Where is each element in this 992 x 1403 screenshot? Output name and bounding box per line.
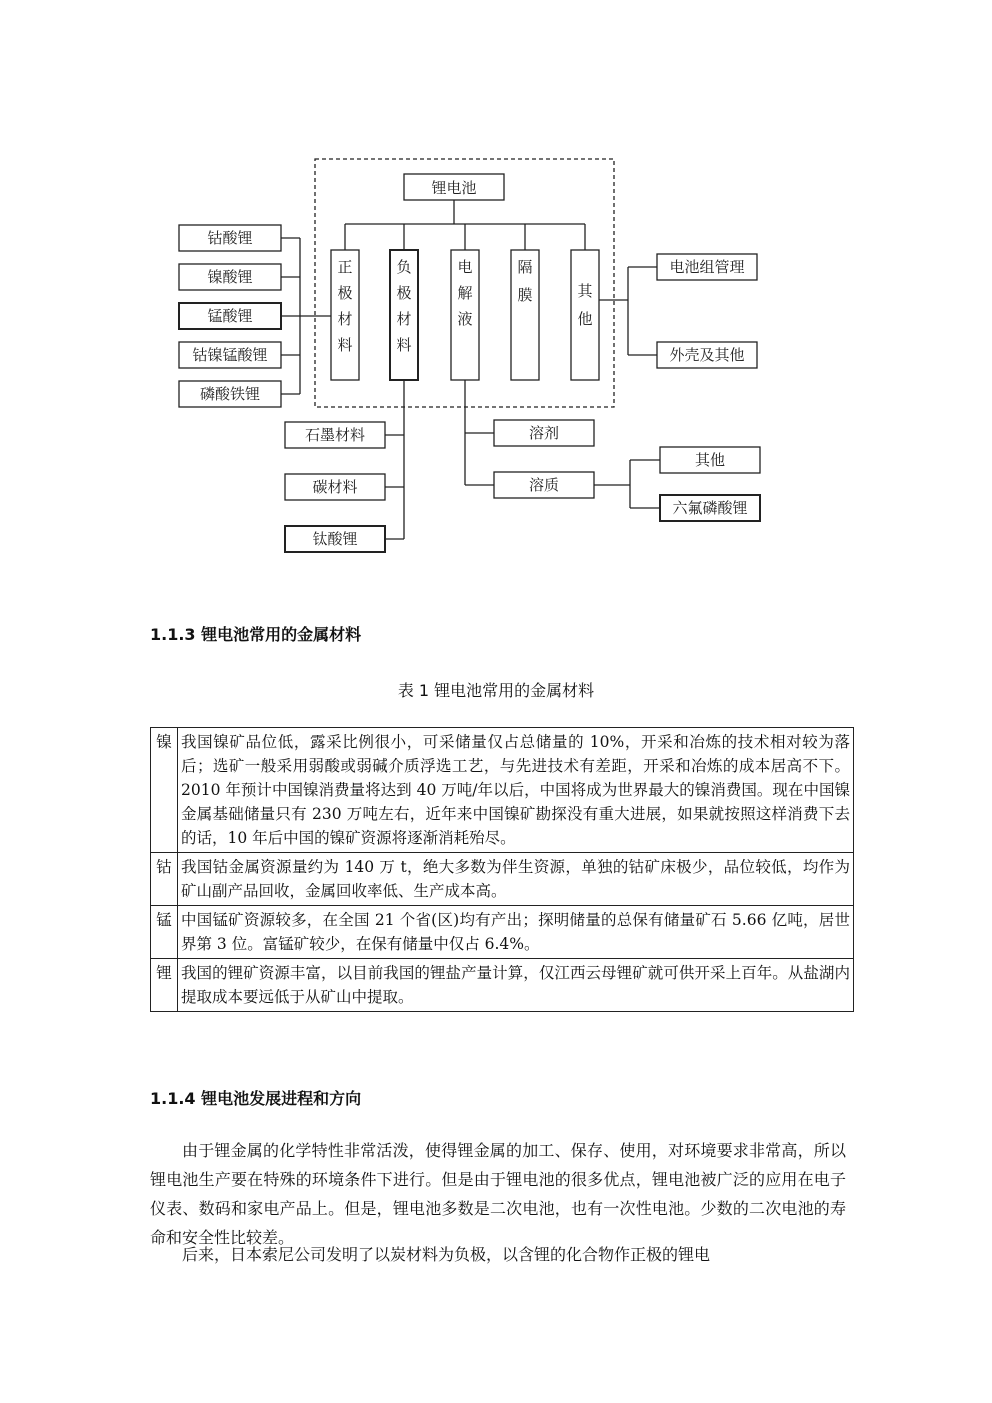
table-row [151, 959, 854, 1012]
cathode-label-4: 钴镍锰酸锂 [192, 346, 268, 364]
table-caption: 表 1 锂电池常用的金属材料 [397, 681, 595, 700]
component-label-separator: 隔膜 [517, 258, 533, 304]
section-heading-1-1-4: 1.1.4 锂电池发展进程和方向 [150, 1089, 362, 1108]
component-label-electrolyte: 电解液 [457, 258, 473, 328]
lithium-battery-structure-diagram [0, 0, 992, 600]
description-cell: 我国的锂矿资源丰富，以目前我国的锂盐产量计算，仅江西云母锂矿就可供开采上百年。从盐湖内提取成本要远低于从矿山中提取。 [178, 959, 854, 1012]
table-row [151, 728, 854, 853]
metal-cell: 锰 [151, 906, 178, 959]
anode-label-2: 碳材料 [312, 478, 358, 496]
description-cell: 我国镍矿品位低，露采比例很小，可采储量仅占总储量的 10%，开采和冶炼的技术相对较为落后；选矿一般采用弱酸或弱碱介质浮选工艺，与先进技术有差距，开采和冶炼的成本居高不下。2010 年预计中国镍消费量将达到 40 万吨/年以后，中国将成为世界最大的镍消费国。现在中国镍金属基础储量只有 230 万吨左右，近年来中国镍矿勘探没有重大进展，如果就按照这样消费下去的话，10 年后中国的镍矿资源将逐渐消耗殆尽。 [178, 728, 854, 853]
table-row [151, 906, 854, 959]
section-heading-1-1-3: 1.1.3 锂电池常用的金属材料 [150, 625, 362, 644]
metal-cell: 钴 [151, 853, 178, 906]
anode-label-1: 石墨材料 [304, 426, 366, 444]
table-row [151, 853, 854, 906]
cathode-label-5: 磷酸铁锂 [199, 385, 261, 403]
root-label: 锂电池 [431, 179, 477, 197]
electrolyte-label-2: 溶质 [528, 476, 560, 494]
solute-label-1: 其他 [694, 451, 726, 469]
other-label-2: 外壳及其他 [669, 346, 745, 364]
metal-cell: 锂 [151, 959, 178, 1012]
anode-label-3: 钛酸锂 [312, 530, 358, 548]
cathode-label-2: 镍酸锂 [207, 268, 253, 286]
description-cell: 中国锰矿资源较多，在全国 21 个省(区)均有产出；探明储量的总保有储量矿石 5.66 亿吨，居世界第 3 位。富锰矿较少，在保有储量中仅占 6.4%。 [178, 906, 854, 959]
cathode-label-1: 钴酸锂 [207, 229, 253, 247]
body-paragraph: 后来，日本索尼公司发明了以炭材料为负极，以含锂的化合物作正极的锂电 [182, 1245, 711, 1264]
metal-materials-table [150, 727, 854, 1012]
body-paragraph: 由于锂金属的化学特性非常活泼，使得锂金属的加工、保存、使用，对环境要求非常高，所以锂电池生产要在特殊的环境条件下进行。但是由于锂电池的很多优点，锂电池被广泛的应用在电子仪表、数码和家电产品上。但是，锂电池多数是二次电池，也有一次性电池。少数的二次电池的寿命和安全性比较差。 [150, 1141, 846, 1247]
component-label-cathode: 正极材料 [337, 258, 353, 354]
electrolyte-label-1: 溶剂 [528, 424, 560, 442]
description-cell: 我国钴金属资源量约为 140 万 t，绝大多数为伴生资源，单独的钴矿床极少，品位较低，均作为矿山副产品回收，金属回收率低、生产成本高。 [178, 853, 854, 906]
component-label-other: 其他 [577, 282, 593, 328]
component-label-anode: 负极材料 [396, 258, 412, 354]
cathode-label-3: 锰酸锂 [207, 307, 253, 325]
metal-cell: 镍 [151, 728, 178, 853]
other-label-1: 电池组管理 [669, 258, 745, 276]
solute-label-2: 六氟磷酸锂 [672, 499, 748, 517]
